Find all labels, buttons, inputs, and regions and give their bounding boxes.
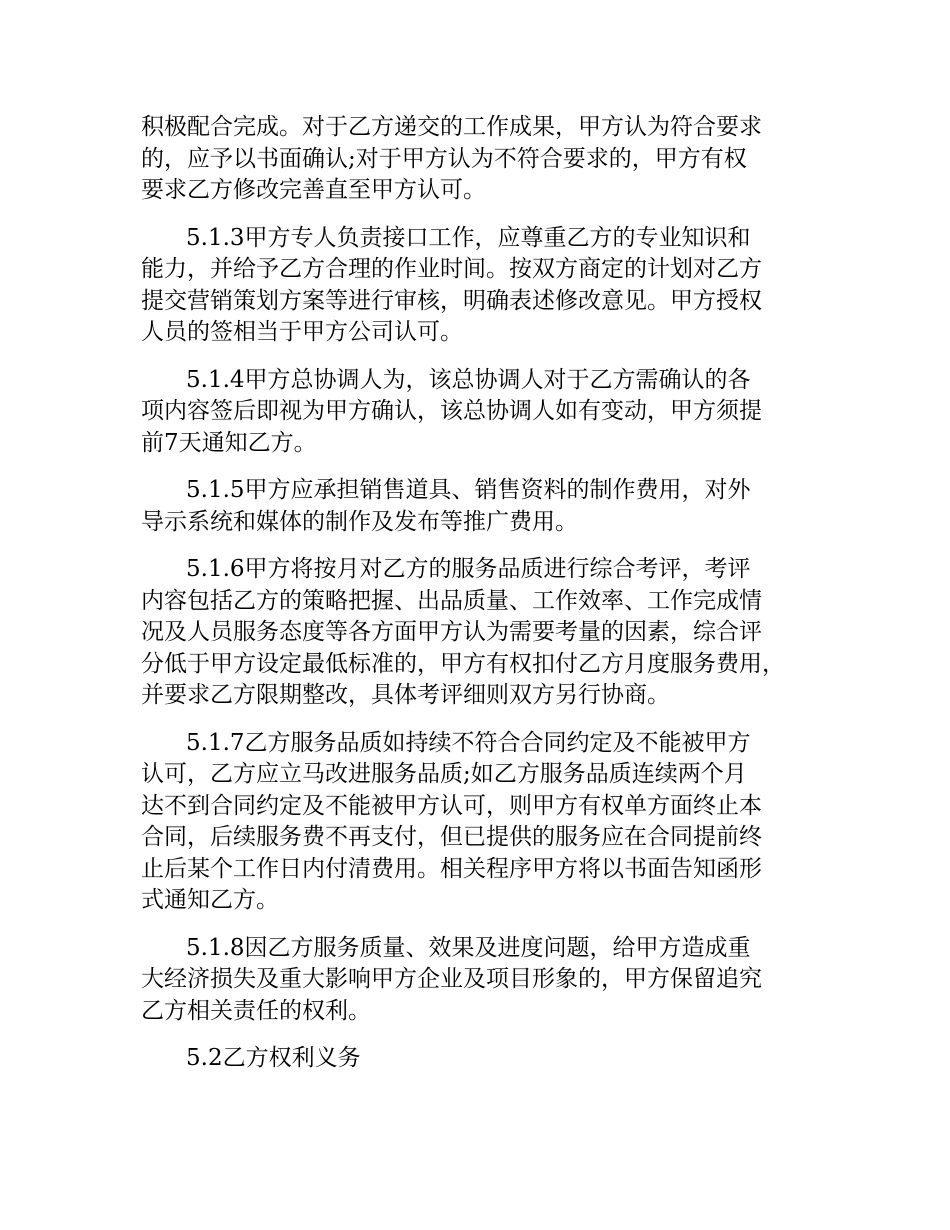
text-line: 提交营销策划方案等进行审核，明确表述修改意见。甲方授权 [141,287,762,314]
text-line: 的，应予以书面确认;对于甲方认为不符合要求的，甲方有权 [141,145,747,172]
text-line: 前7天通知乙方。 [141,429,317,456]
text-line: 5.1.7乙方服务品质如持续不符合合同约定及不能被甲方 [186,729,751,756]
clause-5-1-6 [141,554,831,712]
text-line: 5.1.5甲方应承担销售道具、销售资料的制作费用，对外 [186,477,751,503]
clause-5-1-7 [141,728,831,917]
text-line: 5.1.4甲方总协调人为，该总协调人对于乙方需确认的各 [186,366,751,393]
text-line: 止后某个工作日内付清费用。相关程序甲方将以书面告知函形 [141,855,762,882]
text-line: 认可，乙方应立马改进服务品质;如乙方服务品质连续两个月 [141,761,747,787]
text-line: 要求乙方修改完善直至甲方认可。 [141,177,486,203]
text-line: 5.1.3甲方专人负责接口工作，应尊重乙方的专业知识和 [186,224,751,251]
clause-5-1-4 [141,365,831,460]
text-line: 乙方相关责任的权利。 [141,997,371,1024]
text-line: 大经济损失及重大影响甲方企业及项目形象的，甲方保留追究 [141,966,762,992]
text-line: 项内容签后即视为甲方确认，该总协调人如有变动，甲方须提 [141,398,762,424]
document-body [141,112,831,1091]
text-line: 5.1.8因乙方服务质量、效果及进度问题，给甲方造成重 [186,934,751,961]
text-line: 合同，后续服务费不再支付，但已提供的服务应在合同提前终 [141,824,762,850]
text-line: 达不到合同约定及不能被甲方认可，则甲方有权单方面终止本 [141,792,762,819]
text-line: 式通知乙方。 [141,887,279,913]
section-heading-5-2 [141,1043,831,1075]
text-line: 导示系统和媒体的制作及发布等推广费用。 [141,508,578,535]
text-line: 5.2乙方权利义务 [186,1045,361,1071]
clause-5-1-8 [141,933,831,1028]
text-line: 人员的签相当于甲方公司认可。 [141,319,463,345]
text-line: 分低于甲方设定最低标准的，甲方有权扣付乙方月度服务费用， [141,650,785,677]
text-line: 并要求乙方限期整改，具体考评细则双方另行协商。 [141,682,670,708]
text-line: 5.1.6甲方将按月对乙方的服务品质进行综合考评，考评 [186,556,751,582]
clause-5-1-3 [141,223,831,349]
paragraph [141,112,831,207]
text-line: 积极配合完成。对于乙方递交的工作成果，甲方认为符合要求 [141,114,762,140]
clause-5-1-5 [141,475,831,538]
text-line: 内容包括乙方的策略把握、出品质量、工作效率、工作完成情 [141,587,762,614]
text-line: 能力，并给予乙方合理的作业时间。按双方商定的计划对乙方 [141,256,762,282]
text-line: 况及人员服务态度等各方面甲方认为需要考量的因素，综合评 [141,619,762,645]
